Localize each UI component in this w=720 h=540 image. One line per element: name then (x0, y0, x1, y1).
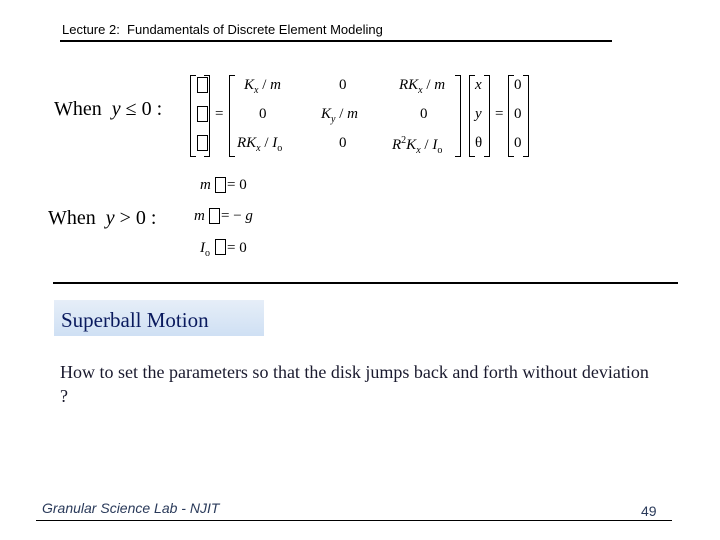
header-rule (60, 40, 612, 42)
footer-lab: Granular Science Lab - NJIT (42, 500, 220, 516)
r1: 0 (514, 77, 522, 93)
eq-line-2-rhs: = − g (221, 208, 253, 224)
matrix-right-bracket (455, 75, 461, 157)
m22: $K_y$ / m (321, 106, 358, 125)
ddot-x-glyph-2 (215, 177, 226, 193)
condition-1: When y ≤ 0 : (54, 98, 163, 120)
section-divider (53, 282, 678, 284)
m33: $R^2K_x / I_o$ (392, 135, 443, 156)
m21: 0 (259, 106, 267, 122)
lecture-header: Lecture 2: Fundamentals of Discrete Element Modeling (62, 22, 383, 37)
equals-sign-2: = (495, 106, 504, 122)
m11: $K_x$ / m (244, 77, 281, 96)
section-title-box (54, 300, 264, 336)
section-body: How to set the parameters so that the disk jumps back and forth without deviation ? (60, 362, 649, 406)
eq-line-1-rhs: = 0 (227, 177, 247, 193)
matrix-left-bracket (229, 75, 235, 157)
lecture-label: Lecture 2 (62, 22, 117, 37)
m13: $RK_x$ / m (399, 77, 446, 96)
eq-line-2: m (194, 208, 205, 224)
ddot-y-glyph-2 (209, 208, 220, 224)
m32: 0 (339, 135, 347, 151)
m12: 0 (339, 77, 347, 93)
m23: 0 (420, 106, 428, 122)
result-right-bracket (523, 75, 529, 157)
lecture-title: Fundamentals of Discrete Element Modeling (127, 22, 383, 37)
eq-line-1: m (200, 177, 211, 193)
condition-2: When y > 0 : (48, 207, 157, 229)
v1: x (475, 77, 482, 93)
footer-org: NJIT (189, 500, 220, 516)
equals-sign: = (215, 106, 224, 122)
right-bracket (204, 75, 210, 157)
eq-line-3-rhs: = 0 (227, 240, 247, 256)
v2: y (475, 106, 482, 122)
footer-rule (36, 520, 672, 521)
page-number: 49 (641, 503, 657, 519)
vector-right-bracket (484, 75, 490, 157)
r2: 0 (514, 106, 522, 122)
r3: 0 (514, 135, 522, 151)
section-title: Superball Motion (61, 308, 209, 332)
ddot-theta-glyph-2 (215, 239, 226, 255)
v3: θ (475, 135, 483, 151)
m31: $RK_x / I_o$ (237, 135, 283, 154)
left-bracket (190, 75, 196, 157)
eq-line-3: $I_o$ (200, 240, 210, 259)
